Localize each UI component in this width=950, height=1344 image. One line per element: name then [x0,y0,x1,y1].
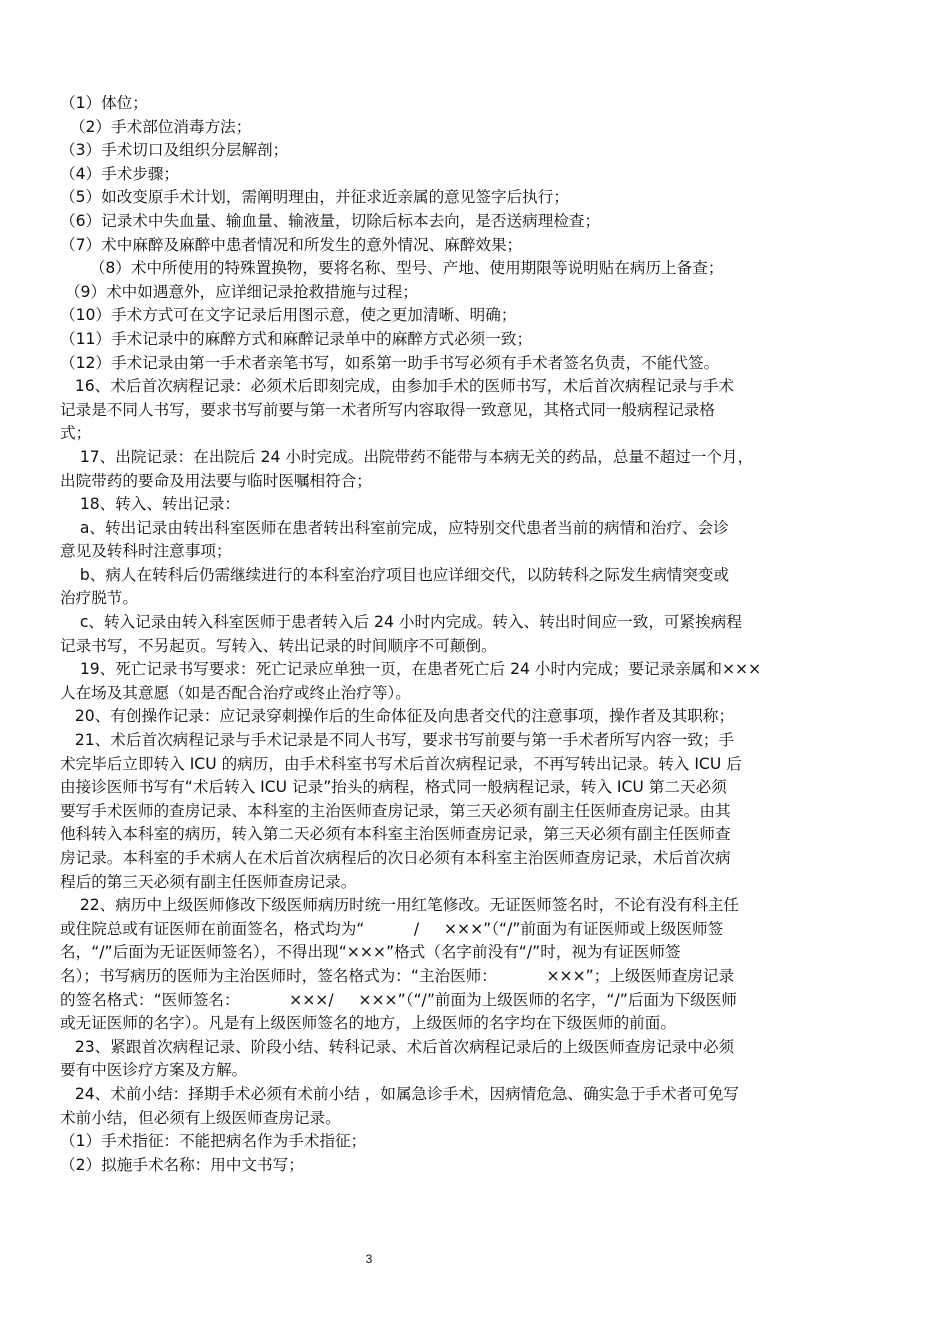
text-line: （6）记录术中失血量、输血量、输液量，切除后标本去向，是否送病理检查； [60,211,601,230]
text-line: 要有中医诊疗方案及方解。 [60,1061,248,1080]
text-line: 治疗脱节。 [60,589,138,608]
text-line: 24、术前小结：择期手术必须有术前小结 ，如属急诊手术，因病情危急、确实急于手术者可免写 [60,1084,740,1103]
text-line: （7）术中麻醉及麻醉中患者情况和所发生的意外情况、麻醉效果； [60,235,523,254]
text-line: b、病人在转科后仍需继续进行的本科室治疗项目也应详细交代，以防转科之际发生病情突变或 [60,565,730,584]
text-line: （5）如改变原手术计划，需阐明理由，并征求近亲属的意见签字后执行； [60,188,569,207]
text-line: （10）手术方式可在文字记录后用图示意，使之更加清晰、明确； [60,306,517,325]
text-line: 22、病历中上级医师修改下级医师病历时统一用红笔修改。无证医师签名时，不论有没有科主任 [60,896,740,915]
text-line: （12）手术记录由第一手术者亲笔书写，如系第一助手书写必须有手术者签名负责，不能代签。 [60,353,720,372]
text-line: 由接诊医师书写有“术后转入 ICU 记录”抬头的病程，格式同一般病程记录，转入 ICU 第二天必须 [60,778,727,797]
text-line: 名，“/”后面为无证医师签名），不得出现“×××”格式（名字前没有“/”时，视为有证医师签 [60,943,681,962]
text-line: （9）术中如遇意外，应详细记录抢救措施与过程； [60,282,418,301]
text-line: 出院带药的要命及用法要与临时医嘱相符合； [60,471,372,490]
text-line: 记录书写，不另起页。写转入、转出记录的时间顺序不可颠倒。 [60,636,497,655]
text-line: 17、出院记录：在出院后 24 小时完成。出院带药不能带与本病无关的药品，总量不超过一个月， [60,447,754,466]
text-line: （1）手术指征：不能把病名作为手术指征； [60,1132,367,1151]
text-line: 21、术后首次病程记录与手术记录是不同人书写，要求书写前要与第一手术者所写内容一致；手 [60,731,735,750]
text-line: 或无证医师的名字）。凡是有上级医师签名的地方，上级医师的名字均在下级医师的前面。 [60,1014,676,1033]
text-line: 房记录。本科室的手术病人在术后首次病程后的次日必须有本科室主治医师查房记录，术后首次病 [60,849,731,867]
text-line: 要写手术医师的查房记录、本科室的主治医师查房记录，第三天必须有副主任医师查房记录。由其 [60,801,731,820]
text-line: 16、术后首次病程记录：必须术后即刻完成，由参加手术的医师书写，术后首次病程记录与手术 [60,377,735,396]
text-line: 记录是不同人书写，要求书写前要与第一术者所写内容取得一致意见，其格式同一般病程记录格 [60,400,715,419]
text-line: 23、紧跟首次病程记录、阶段小结、转科记录、术后首次病程记录后的上级医师查房记录中必须 [60,1037,735,1056]
text-line: （3）手术切口及组织分层解剖； [60,141,289,160]
text-line: 的签名格式：“医师签名： ×××/ ×××”（“/”前面为上级医师的名字，“/”后面为下级医师 [60,990,737,1009]
text-line: （11）手术记录中的麻醉方式和麻醉记录单中的麻醉方式必须一致； [60,329,533,348]
text-line: 19、死亡记录书写要求：死亡记录应单独一页，在患者死亡后 24 小时内完成；要记录亲属和××× [60,660,762,679]
text-line: 他科转入本科室的病历，转入第二天必须有本科室主治医师查房记录，第三天必须有副主任医师查 [60,825,731,844]
text-line: 式； [60,424,92,443]
page-number: 3 [365,1252,373,1266]
text-line: （4）手术步骤； [60,164,180,183]
text-line: （1）体位； [60,94,148,112]
document-body [60,92,896,1177]
text-line: a、转出记录由转出科室医师在患者转出科室前完成，应特别交代患者当前的病情和治疗、会诊 [60,518,729,537]
text-line: （2）手术部位消毒方法； [60,117,252,136]
text-line: 20、有创操作记录：应记录穿刺操作后的生命体征及向患者交代的注意事项，操作者及其职称； [60,707,735,726]
text-line: 程后的第三天必须有副主任医师查房记录。 [60,872,357,891]
text-line: 名）；书写病历的医师为主治医师时，签名格式为：“主治医师： ×××”；上级医师查房记录 [60,966,735,985]
text-line: （2）拟施手术名称：用中文书写； [60,1155,304,1174]
text-line: 术完毕后立即转入 ICU 的病历，由手术科室书写术后首次病程记录，不再写转出记录。转入 ICU 后 [60,754,742,773]
text-line: c、转入记录由转入科室医师于患者转入后 24 小时内完成。转入、转出时间应一致，可紧挨病程 [60,613,742,632]
text-line: 18、转入、转出记录： [60,495,241,514]
text-line: 意见及转科时注意事项； [60,542,232,561]
text-line: 或住院总或有证医师在前面签名，格式均为“ / ×××”（“/”前面为有证医师或上级医师签 [60,919,724,938]
text-line: 术前小结，但必须有上级医师查房记录。 [60,1108,341,1127]
text-line: （8）术中所使用的特殊置换物，要将名称、型号、产地、使用期限等说明贴在病历上备查； [60,259,724,278]
text-line: 人在场及其意愿（如是否配合治疗或终止治疗等）。 [60,683,411,702]
